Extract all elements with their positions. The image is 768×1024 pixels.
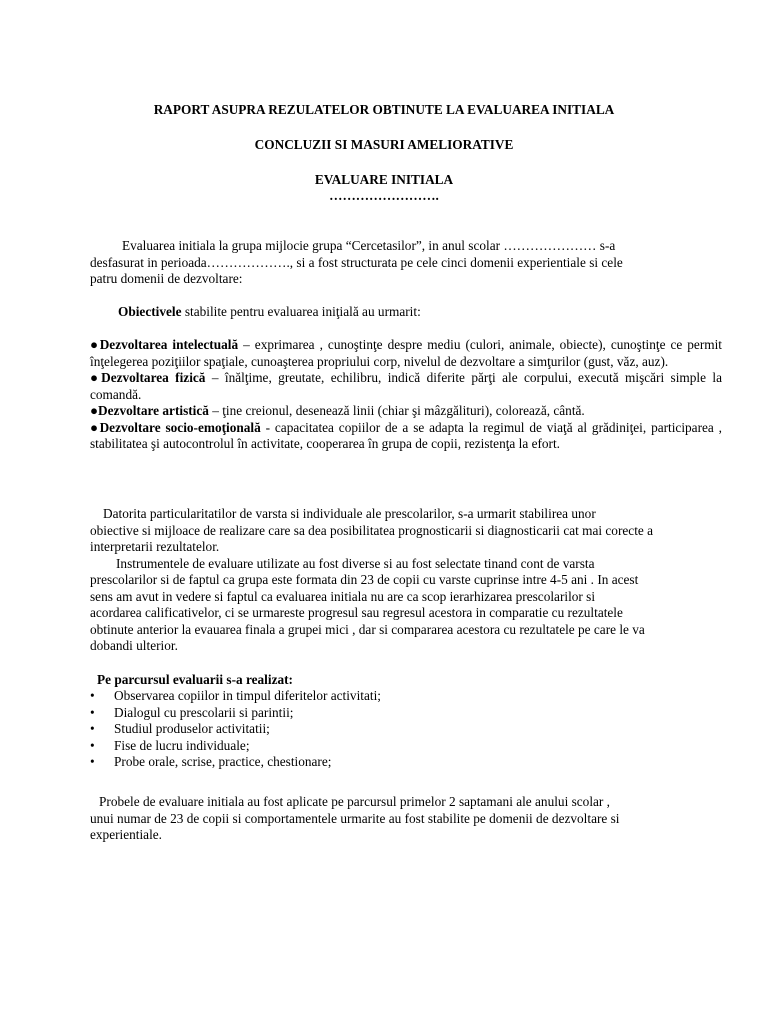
list-item	[90, 705, 690, 722]
domain-item	[90, 403, 722, 420]
process-list	[90, 688, 690, 771]
report-title: RAPORT ASUPRA REZULATELOR OBTINUTE LA EVALUAREA INITIALA	[153, 102, 615, 117]
methodology-paragraph	[90, 506, 722, 655]
objectives-line	[90, 304, 722, 321]
intro-line: Evaluarea initiala la grupa mijlocie grupa “Cercetasilor”, in anul scolar ………………… s-a	[122, 238, 616, 253]
list-item-text: Dialogul cu prescolarii si parintii;	[114, 704, 294, 720]
section-heading: EVALUARE INITIALA	[314, 172, 454, 187]
objectives-label: Obiectivele	[118, 304, 182, 319]
domain-name: ●Dezvoltarea fizică	[90, 370, 206, 385]
list-item	[90, 721, 690, 738]
domain-text: - capacitatea copiilor de a se adapta la regimul de viaţă al grădiniţei, participarea , stabilitatea şi autocontrolul în activitate, cooperarea în grupa de copii, rezistenţa la efort.	[90, 419, 722, 451]
paragraph-line: Datorita particularitatilor de varsta si individuale ale prescolarilor, s-a urmarit stabilirea unor	[103, 506, 596, 521]
paragraph-line: experientiale.	[90, 827, 162, 842]
list-item-text: Observarea copiilor in timpul diferitelor activitati;	[114, 688, 381, 703]
list-item-text: Fise de lucru individuale;	[114, 737, 250, 753]
domain-item	[90, 337, 722, 370]
paragraph-line: obtinute anterior la evauarea finala a grupei mici , dar si compararea acestora cu rezultatele pe care le va	[90, 621, 645, 637]
intro-paragraph	[90, 238, 722, 288]
intro-line: desfasurat in perioada………………., si a fost structurata pe cele cinci domenii experientiale si cele	[90, 254, 623, 270]
paragraph-line: interpretarii rezultatelor.	[90, 539, 220, 554]
bullet-icon: •	[90, 721, 95, 736]
domain-name: ●Dezvoltare socio-emoţională	[90, 419, 261, 435]
list-item-text: Probe orale, scrise, practice, chestionare;	[114, 754, 332, 769]
paragraph-line: dobandi ulterior.	[90, 638, 178, 653]
domain-text: – ţine creionul, desenează linii (chiar şi mâzgălituri), colorează, cântă.	[208, 403, 585, 418]
paragraph-line: obiective si mijloace de realizare care sa dea posibilitatea prognosticarii si diagnosticarii cat mai corecte a	[90, 522, 654, 538]
paragraph-line: Instrumentele de evaluare utilizate au fost diverse si au fost selectate tinand cont de varsta	[116, 555, 595, 571]
bullet-icon: •	[90, 754, 95, 769]
list-item	[90, 688, 690, 705]
list-item	[90, 738, 690, 755]
domain-name: ●Dezvoltare artistică	[90, 403, 209, 418]
paragraph-line: unui numar de 23 de copii si comportamentele urmarite au fost stabilite pe domenii de dezvoltare si	[90, 810, 620, 826]
closing-paragraph	[90, 794, 722, 844]
list-item-text: Studiul produselor activitatii;	[114, 721, 270, 736]
domain-name: ●Dezvoltarea intelectuală	[90, 337, 239, 352]
domain-item	[90, 370, 722, 403]
bullet-icon: •	[90, 688, 95, 703]
intro-line: patru domenii de dezvoltare:	[90, 271, 243, 286]
objectives-text: stabilite pentru evaluarea iniţială au urmarit:	[181, 304, 421, 319]
paragraph-line: acordarea calificativelor, ci se urmareste progresul sau regresul acestora in comparatie cu rezultatele	[90, 605, 623, 620]
bullet-icon: •	[90, 737, 95, 753]
list-item	[90, 754, 690, 771]
process-heading: Pe parcursul evaluarii s-a realizat:	[97, 672, 293, 687]
paragraph-line: prescolarilor si de faptul ca grupa este formata din 23 de copii cu varste cuprinse intre 4-5 ani . In acest	[90, 572, 639, 587]
domains-list	[90, 337, 722, 453]
paragraph-line: Probele de evaluare initiala au fost aplicate pe parcursul primelor 2 saptamani ale anului scolar ,	[99, 794, 610, 809]
section-dots: …………………….	[329, 188, 439, 203]
domain-item	[90, 420, 722, 453]
report-subtitle: CONCLUZII SI MASURI AMELIORATIVE	[254, 137, 514, 152]
paragraph-line: sens am avut in vedere si faptul ca evaluarea initiala nu are ca scop ierarhizarea prescolarilor si	[90, 588, 596, 604]
domain-text: – înălţime, greutate, echilibru, indică diferite părţi ale corpului, execută mişcări simple la comandă.	[90, 370, 723, 402]
bullet-icon: •	[90, 704, 95, 720]
domain-text: – exprimarea , cunoştinţe despre mediu (culori, animale, obiecte), cunoştinţe ce permit înţelegerea poziţiilor spaţiale, cunoaşterea propriului corp, nivelul de dezvoltare a simţurilor (gust, văz, auz).	[90, 337, 722, 369]
